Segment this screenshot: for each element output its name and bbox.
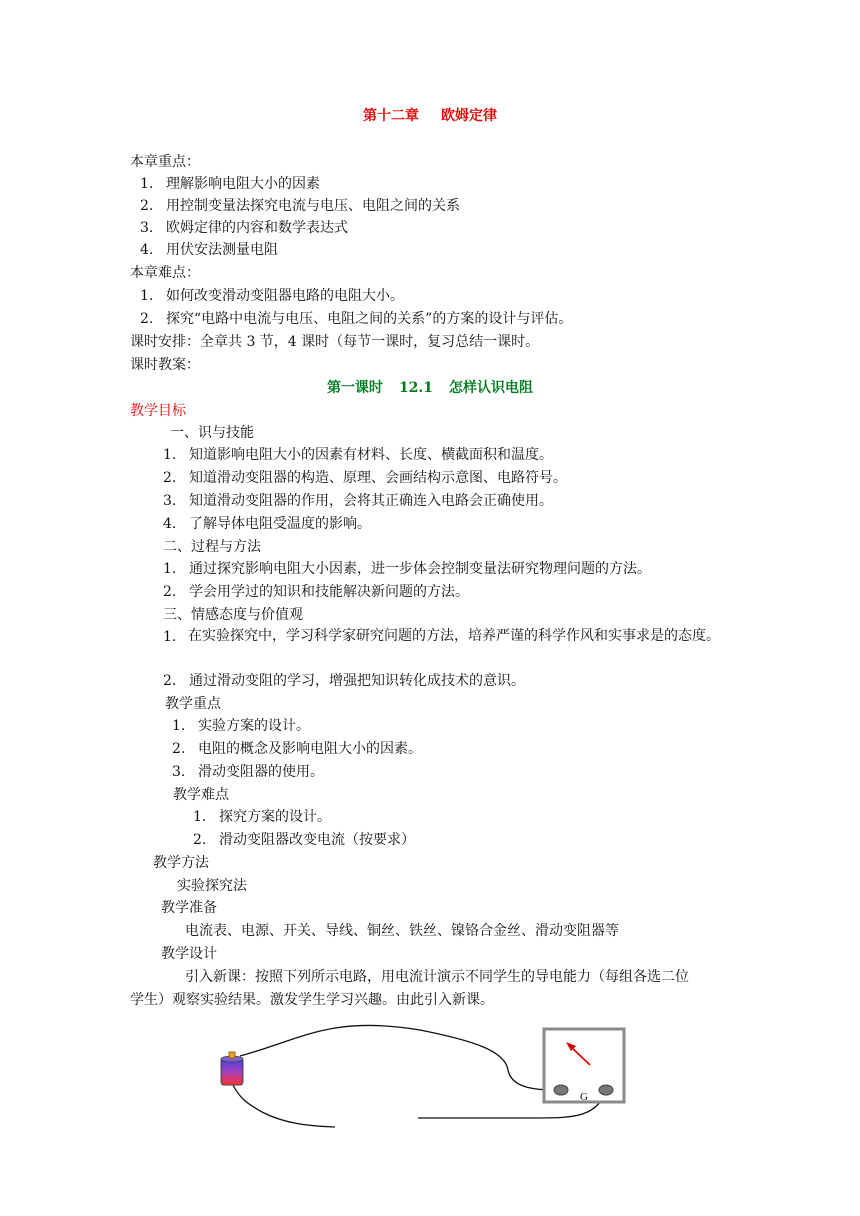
schedule-text: 课时安排：全章共 3 节，4 课时（每节一课时，复习总结一课时。: [130, 334, 540, 350]
difficulty-item-2: 2. 滑动变阻器改变电流（按要求）: [193, 832, 415, 848]
key-point-1: 1. 理解影响电阻大小的因素: [140, 176, 320, 192]
key-point-2: 2. 用控制变量法探究电流与电压、电阻之间的关系: [140, 198, 460, 214]
battery-icon: [221, 1052, 243, 1085]
goal2-item-1: 1. 通过探究影响电阻大小因素，进一步体会控制变量法研究物理问题的方法。: [163, 561, 651, 577]
difficult-point-1: 1. 如何改变滑动变阻器电路的电阻大小。: [140, 288, 404, 304]
goal1-item-1: 1. 知道影响电阻大小的因素有材料、长度、横截面积和温度。: [163, 447, 553, 463]
chapter-name: 欧姆定律: [441, 108, 497, 124]
teaching-focus-heading: 教学重点: [165, 696, 221, 712]
lesson-title: 第一课时 12.1 怎样认识电阻: [326, 380, 534, 396]
teaching-method-heading: 教学方法: [153, 855, 209, 871]
focus-item-2: 2. 电阻的概念及影响电阻大小的因素。: [172, 741, 422, 757]
teaching-prep-heading: 教学准备: [161, 900, 217, 916]
goals-section3-heading: 三、情感态度与价值观: [163, 607, 303, 623]
focus-item-3: 3. 滑动变阻器的使用。: [172, 764, 324, 780]
teaching-design-heading: 教学设计: [161, 946, 217, 962]
goal2-item-2: 2. 学会用学过的知识和技能解决新问题的方法。: [163, 584, 469, 600]
goals-section2-heading: 二、过程与方法: [163, 539, 261, 555]
difficulty-item-1: 1. 探究方案的设计。: [193, 809, 331, 825]
teaching-design-line-1: 引入新课：按照下列所示电路，用电流计演示不同学生的导电能力（每组各选二位: [185, 969, 689, 985]
goals-section1-heading: 一、识与技能: [170, 425, 254, 441]
goal1-item-3: 3. 知道滑动变阻器的作用，会将其正确连入电路会正确使用。: [163, 493, 553, 509]
focus-item-1: 1. 实验方案的设计。: [172, 718, 310, 734]
teaching-difficulty-heading: 教学难点: [173, 787, 229, 803]
goal3-item-1-num: 1.: [163, 629, 177, 645]
difficult-points-heading: 本章难点：: [130, 265, 200, 281]
goal1-item-4: 4. 了解导体电阻受温度的影响。: [163, 516, 371, 532]
teaching-design-line-2: 学生）观察实验结果。激发学生学习兴趣。由此引入新课。: [130, 992, 494, 1008]
key-point-3: 3. 欧姆定律的内容和数学表达式: [140, 220, 348, 236]
teaching-method-text: 实验探究法: [177, 878, 247, 894]
goal3-item-2: 2. 通过滑动变阻的学习，增强把知识转化成技术的意识。: [163, 673, 525, 689]
wire-bottom-left: [232, 1083, 335, 1127]
teaching-prep-text: 电流表、电源、开关、导线、铜丝、铁丝、镍铬合金丝、滑动变阻器等: [185, 923, 619, 939]
teaching-goals-heading: 教学目标: [130, 403, 186, 419]
galvanometer-label: G: [580, 1091, 588, 1103]
plan-heading: 课时教案：: [130, 357, 200, 373]
goal3-item-1-text: 在实验探究中，学习科学家研究问题的方法，培养严谨的科学作风和实事求是的态度。: [188, 628, 720, 644]
goal1-item-2: 2. 知道滑动变阻器的构造、原理、会画结构示意图、电路符号。: [163, 470, 567, 486]
key-point-4: 4. 用伏安法测量电阻: [140, 242, 278, 258]
wire-top: [240, 1025, 561, 1090]
difficult-point-2: 2. 探究“电路中电流与电压、电阻之间的关系”的方案的设计与评估。: [140, 311, 573, 327]
key-points-heading: 本章重点：: [130, 154, 200, 170]
chapter-number: 第十二章: [363, 108, 419, 124]
